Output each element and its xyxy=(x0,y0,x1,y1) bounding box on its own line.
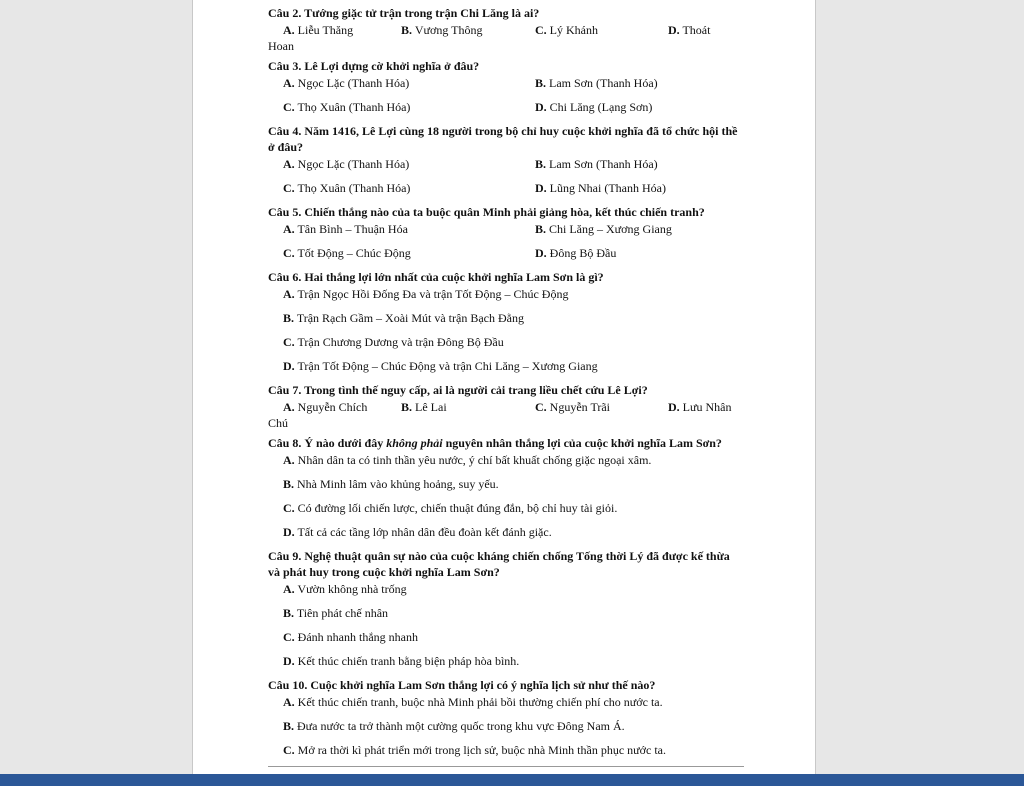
options-row xyxy=(268,180,744,196)
option-d: D. Đông Bộ Đầu xyxy=(535,246,617,260)
question-text: Câu 8. Ý nào dưới đây không phải nguyên nhân thắng lợi của cuộc khởi nghĩa Lam Sơn? xyxy=(268,436,722,450)
status-bar xyxy=(0,774,1024,786)
options-row xyxy=(268,399,744,415)
option-c: C. Thọ Xuân (Thanh Hóa) xyxy=(283,181,411,195)
question-8 xyxy=(268,435,744,540)
option-d: D. Thoát xyxy=(668,23,711,37)
option-a: A. Ngọc Lặc (Thanh Hóa) xyxy=(283,157,410,171)
emphasis-text: không phải xyxy=(386,436,443,450)
question-text: Câu 10. Cuộc khởi nghĩa Lam Sơn thắng lợi có ý nghĩa lịch sử như thế nào? xyxy=(268,678,656,692)
question-text: Câu 5. Chiến thắng nào của ta buộc quân Minh phải giảng hòa, kết thúc chiến tranh? xyxy=(268,205,705,219)
option-a: A. Trận Ngọc Hồi Đống Đa và trận Tốt Động – Chúc Động xyxy=(283,287,569,301)
option-b: B. Tiên phát chế nhân xyxy=(283,606,389,620)
option-d: D. Tất cả các tầng lớp nhân dân đều đoàn kết đánh giặc. xyxy=(283,525,552,539)
document-page xyxy=(192,0,816,774)
option-d: D. Lũng Nhai (Thanh Hóa) xyxy=(535,181,666,195)
option-a: A. Nguyễn Chích xyxy=(283,400,368,414)
question-10 xyxy=(268,677,744,758)
page-bottom-rule xyxy=(268,766,744,767)
question-2 xyxy=(268,5,744,54)
option-a: A. Ngọc Lặc (Thanh Hóa) xyxy=(283,76,410,90)
option-a: A. Tân Bình – Thuận Hóa xyxy=(283,222,408,236)
option-b: B. Lê Lai xyxy=(401,400,447,414)
question-text: Câu 4. Năm 1416, Lê Lợi cùng 18 người trong bộ chỉ huy cuộc khởi nghĩa đã tổ chức hội thề ở đâu? xyxy=(268,124,738,154)
question-7 xyxy=(268,382,744,431)
question-text: Câu 2. Tướng giặc tử trận trong trận Chi Lăng là ai? xyxy=(268,6,540,20)
option-c: C. Có đường lối chiến lược, chiến thuật đúng đắn, bộ chỉ huy tài giỏi. xyxy=(283,501,618,515)
question-9 xyxy=(268,548,744,669)
option-c: C. Đánh nhanh thắng nhanh xyxy=(283,630,418,644)
options-row xyxy=(268,75,744,91)
options-row xyxy=(268,221,744,237)
option-a: A. Nhân dân ta có tinh thần yêu nước, ý chí bất khuất chống giặc ngoại xâm. xyxy=(283,453,652,467)
question-text: Câu 6. Hai thắng lợi lớn nhất của cuộc khởi nghĩa Lam Sơn là gì? xyxy=(268,270,604,284)
option-d: D. Chi Lăng (Lạng Sơn) xyxy=(535,100,653,114)
option-b: B. Chi Lăng – Xương Giang xyxy=(535,222,672,236)
option-c: C. Tốt Động – Chúc Động xyxy=(283,246,411,260)
option-a: A. Vườn không nhà trống xyxy=(283,582,407,596)
question-4 xyxy=(268,123,744,196)
option-b: B. Vương Thông xyxy=(401,23,483,37)
options-row xyxy=(268,22,744,38)
question-3 xyxy=(268,58,744,115)
option-b: B. Lam Sơn (Thanh Hóa) xyxy=(535,76,658,90)
question-text: Câu 7. Trong tình thế nguy cấp, ai là người cải trang liều chết cứu Lê Lợi? xyxy=(268,383,648,397)
document-content xyxy=(268,5,744,766)
options-row xyxy=(268,156,744,172)
option-d-wrap: Chú xyxy=(268,416,289,430)
option-b: B. Lam Sơn (Thanh Hóa) xyxy=(535,157,658,171)
option-d: D. Kết thúc chiến tranh bằng biện pháp hòa bình. xyxy=(283,654,520,668)
options-row xyxy=(268,245,744,261)
option-a: A. Liễu Thăng xyxy=(283,23,354,37)
option-c: C. Thọ Xuân (Thanh Hóa) xyxy=(283,100,411,114)
option-c: C. Lý Khánh xyxy=(535,23,598,37)
question-text: Câu 9. Nghệ thuật quân sự nào của cuộc kháng chiến chống Tống thời Lý đã được kế thừa và phát huy trong cuộc khởi nghĩa Lam Sơn? xyxy=(268,549,730,579)
option-c: C. Nguyễn Trãi xyxy=(535,400,611,414)
option-b: B. Trận Rạch Gầm – Xoài Mút và trận Bạch Đằng xyxy=(283,311,524,325)
options-row xyxy=(268,99,744,115)
option-d: D. Trận Tốt Động – Chúc Động và trận Chi Lăng – Xương Giang xyxy=(283,359,598,373)
option-a: A. Kết thúc chiến tranh, buộc nhà Minh phải bồi thường chiến phí cho nước ta. xyxy=(283,695,663,709)
question-5 xyxy=(268,204,744,261)
option-d-wrap: Hoan xyxy=(268,39,294,53)
option-b: B. Đưa nước ta trở thành một cường quốc trong khu vực Đông Nam Á. xyxy=(283,719,625,733)
option-c: C. Trận Chương Dương và trận Đông Bộ Đầu xyxy=(283,335,504,349)
option-b: B. Nhà Minh lâm vào khủng hoảng, suy yếu. xyxy=(283,477,499,491)
question-6 xyxy=(268,269,744,374)
option-c: C. Mở ra thời kì phát triển mới trong lịch sử, buộc nhà Minh thần phục nước ta. xyxy=(283,743,666,757)
question-text: Câu 3. Lê Lợi dựng cờ khởi nghĩa ở đâu? xyxy=(268,59,480,73)
option-d: D. Lưu Nhân xyxy=(668,400,732,414)
